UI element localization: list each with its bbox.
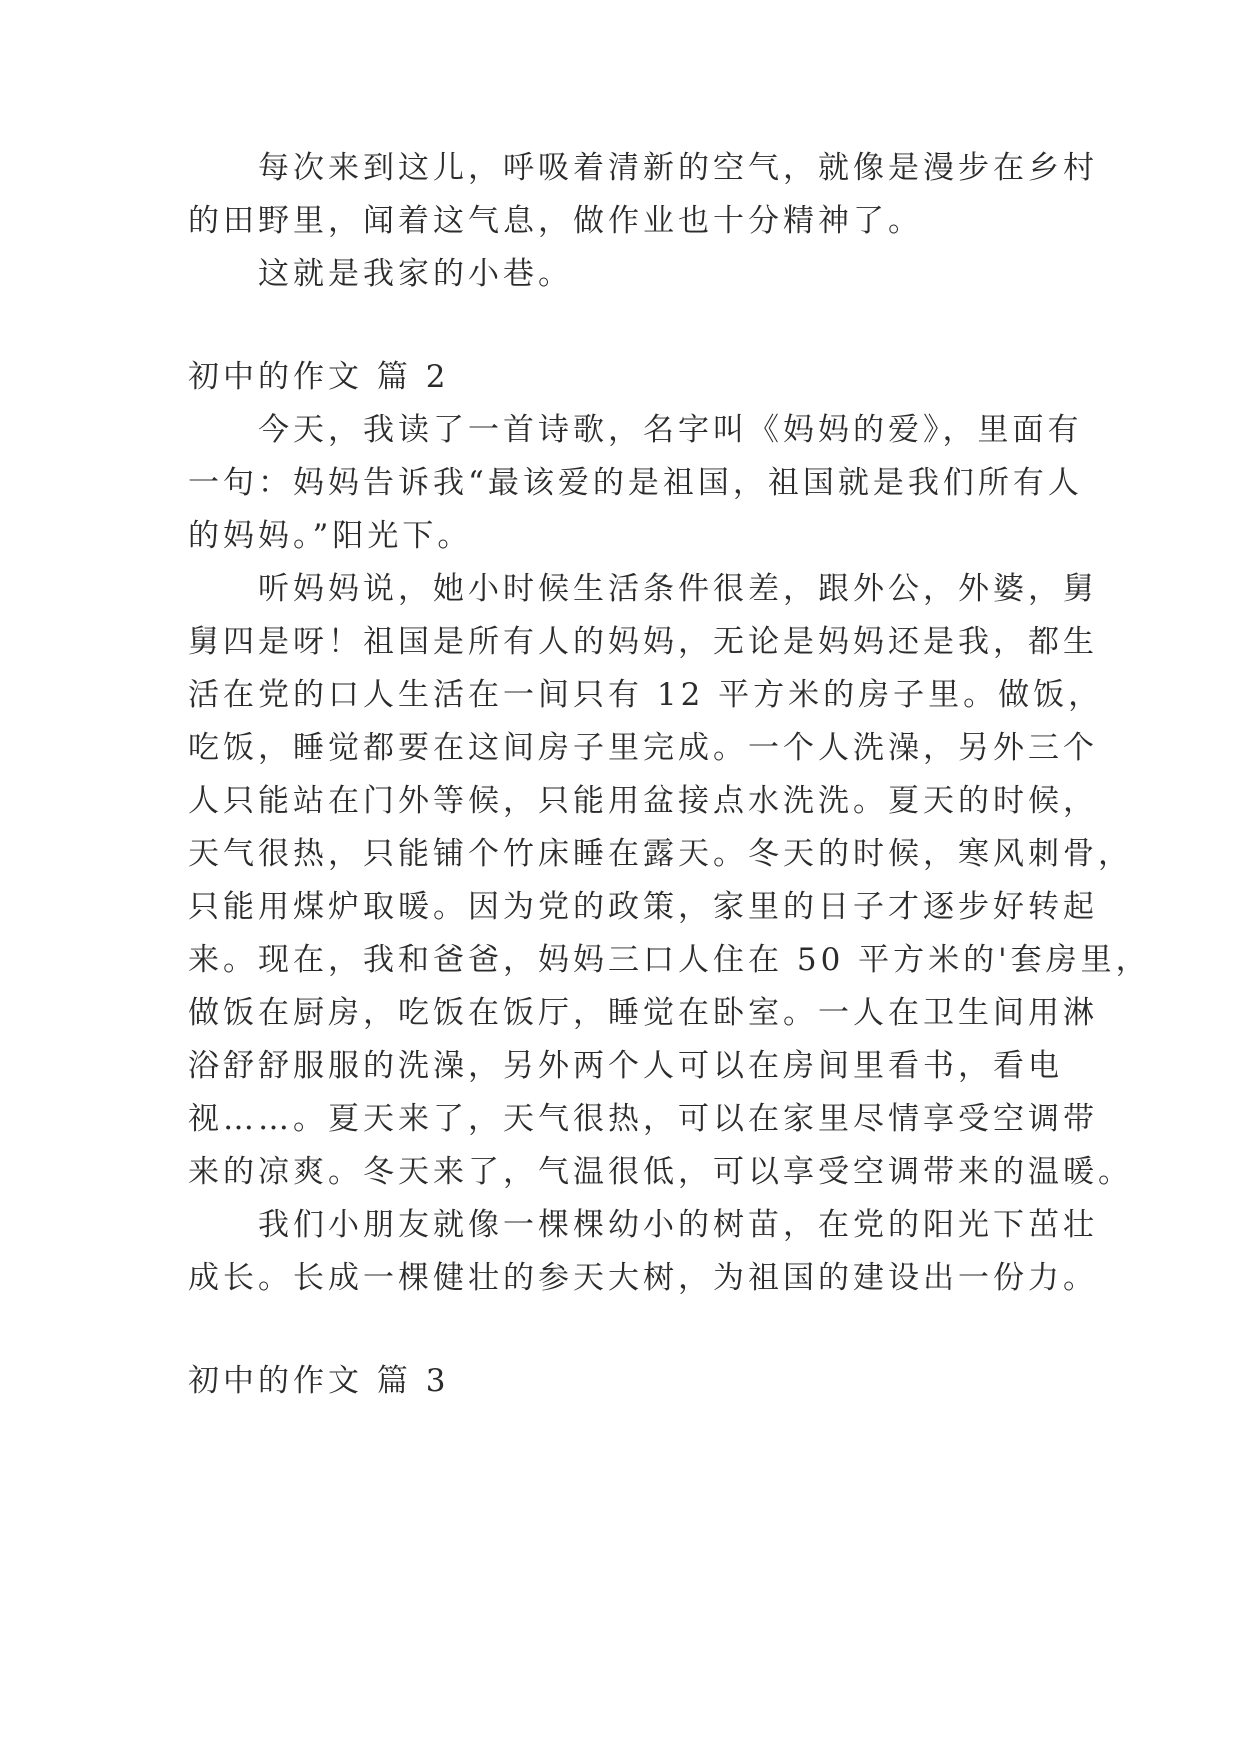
text-line: 今天，我读了一首诗歌，名字叫《妈妈的爱》，里面有 bbox=[258, 412, 1083, 448]
text-line: 舅四是呀！祖国是所有人的妈妈，无论是妈妈还是我，都生 bbox=[188, 624, 1098, 660]
text-line: 天气很热，只能铺个竹床睡在露天。冬天的时候，寒风刺骨， bbox=[188, 836, 1133, 872]
section-heading-2: 初中的作文 篇 2 bbox=[188, 359, 450, 395]
section-heading-3: 初中的作文 篇 3 bbox=[188, 1363, 450, 1399]
text-line: 的妈妈。”阳光下。 bbox=[188, 518, 473, 554]
text-line: 来。现在，我和爸爸，妈妈三口人住在 50 平方米的'套房里， bbox=[188, 942, 1151, 978]
text-line: 这就是我家的小巷。 bbox=[258, 256, 573, 292]
text-line: 每次来到这儿，呼吸着清新的空气，就像是漫步在乡村 bbox=[258, 150, 1098, 186]
text-line: 一句：妈妈告诉我“最该爱的是祖国，祖国就是我们所有人 bbox=[188, 465, 1083, 501]
text-line: 听妈妈说，她小时候生活条件很差，跟外公，外婆，舅 bbox=[258, 571, 1098, 607]
text-line: 只能用煤炉取暖。因为党的政策，家里的日子才逐步好转起 bbox=[188, 889, 1098, 925]
text-line: 做饭在厨房，吃饭在饭厅，睡觉在卧室。一人在卫生间用淋 bbox=[188, 995, 1098, 1031]
text-line: 成长。长成一棵健壮的参天大树，为祖国的建设出一份力。 bbox=[188, 1260, 1098, 1296]
text-line: 来的凉爽。冬天来了，气温很低，可以享受空调带来的温暖。 bbox=[188, 1154, 1133, 1190]
text-line: 吃饭，睡觉都要在这间房子里完成。一个人洗澡，另外三个 bbox=[188, 730, 1098, 766]
text-line: 的田野里，闻着这气息，做作业也十分精神了。 bbox=[188, 203, 923, 239]
text-line: 活在党的口人生活在一间只有 12 平方米的房子里。做饭， bbox=[188, 677, 1104, 713]
text-line: 浴舒舒服服的洗澡，另外两个人可以在房间里看书，看电 bbox=[188, 1048, 1063, 1084]
text-line: 我们小朋友就像一棵棵幼小的树苗，在党的阳光下茁壮 bbox=[258, 1207, 1098, 1243]
text-line: 人只能站在门外等候，只能用盆接点水洗洗。夏天的时候， bbox=[188, 783, 1098, 819]
text-line: 视……。夏天来了，天气很热，可以在家里尽情享受空调带 bbox=[188, 1101, 1098, 1137]
